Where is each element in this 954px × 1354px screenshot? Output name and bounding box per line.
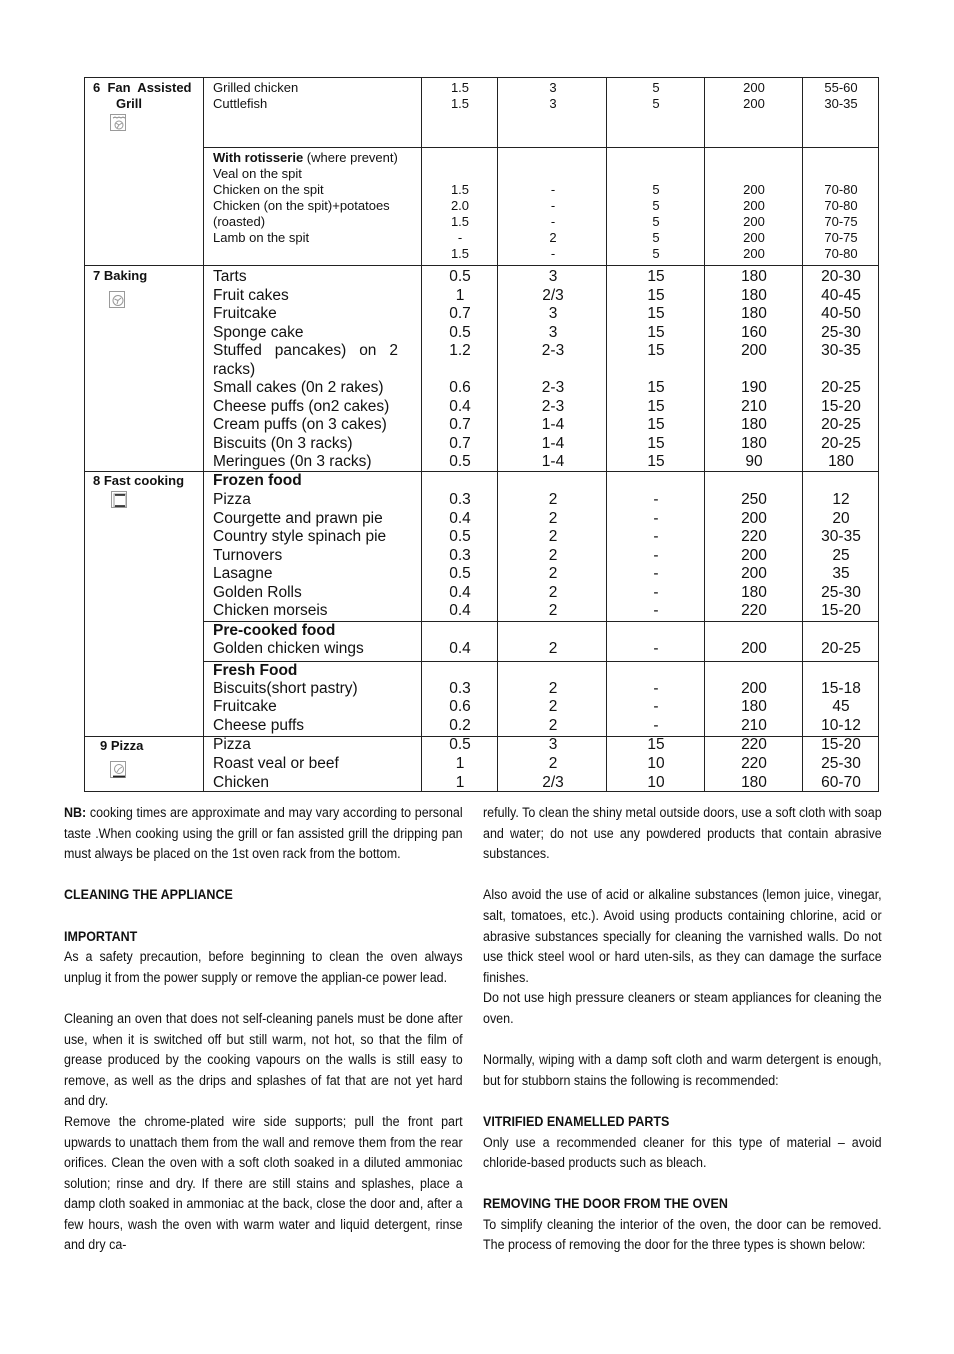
table-section-divider bbox=[85, 265, 878, 266]
cell-temperature: 200 bbox=[743, 182, 765, 197]
cell-temperature: 200 bbox=[741, 640, 767, 657]
cell-minutes: 15-20 bbox=[821, 602, 861, 619]
cell-weight: 0.5 bbox=[449, 736, 471, 753]
fast-cooking-icon bbox=[111, 491, 127, 508]
cell-weight: 1 bbox=[455, 774, 465, 791]
cell-preheat: 5 bbox=[652, 80, 660, 95]
important-body: As a safety precaution, before beginning to clean the oven always unplug it from the power supply or remove the applian-ce power lead. bbox=[64, 949, 463, 986]
cell-temperature: 200 bbox=[741, 565, 767, 582]
cell-minutes: 55-60 bbox=[824, 80, 858, 95]
cell-rack: 2 bbox=[548, 584, 558, 601]
cell-minutes: 180 bbox=[828, 453, 854, 470]
vitrified-body: Only use a recommended cleaner for this type of material – avoid chloride-based products such as bleach. bbox=[483, 1134, 882, 1172]
nb-paragraph bbox=[64, 803, 463, 865]
cell-preheat: 5 bbox=[652, 182, 660, 197]
cell-weight: 0.5 bbox=[449, 528, 471, 545]
cell-temperature: 180 bbox=[741, 434, 767, 452]
food-name: Cheese puffs (on2 cakes) bbox=[213, 397, 390, 415]
cell-minutes: 30-35 bbox=[821, 342, 861, 359]
right-paragraph-1: refully. To clean the shiny metal outside doors, use a soft cloth with soap and water; do not use any powdered products that contain abrasive substances. bbox=[483, 805, 882, 863]
cell-preheat: 15 bbox=[647, 286, 665, 304]
table-section-divider bbox=[85, 471, 878, 472]
food-name: Golden Rolls bbox=[213, 584, 302, 601]
cell-weight: 0.5 bbox=[449, 453, 471, 470]
cell-rack: 2 bbox=[548, 547, 558, 564]
cell-rack: 3 bbox=[549, 96, 557, 111]
cell-minutes: 70-75 bbox=[824, 230, 858, 245]
cell-minutes: 10-12 bbox=[821, 717, 861, 734]
cell-temperature: 90 bbox=[745, 453, 763, 470]
cell-weight: 1.5 bbox=[450, 96, 470, 111]
cell-minutes: 15-18 bbox=[821, 680, 861, 697]
cell-weight: 1.5 bbox=[450, 80, 470, 95]
cell-rack: 2 bbox=[548, 602, 558, 619]
group-heading-label: Frozen food bbox=[213, 472, 302, 489]
cell-minutes: 25-30 bbox=[821, 323, 861, 341]
cell-weight: 0.4 bbox=[449, 510, 471, 527]
food-name: (roasted) bbox=[213, 214, 266, 229]
group-heading bbox=[213, 622, 335, 641]
cell-weight: 1.2 bbox=[449, 342, 471, 359]
cell-temperature: 180 bbox=[741, 416, 767, 433]
cooking-table bbox=[84, 77, 879, 792]
group-heading-label: Pre-cooked food bbox=[213, 622, 336, 639]
cell-rack: 3 bbox=[548, 268, 558, 285]
cell-weight: 0.5 bbox=[449, 565, 471, 582]
food-name: Biscuits(short pastry) bbox=[213, 680, 358, 697]
cell-minutes: 35 bbox=[832, 565, 850, 582]
food-name: Sponge cake bbox=[213, 323, 304, 341]
mode-name: 8 Fast cooking bbox=[93, 473, 185, 488]
cell-rack: 2-3 bbox=[541, 342, 565, 359]
important-heading: IMPORTANT bbox=[64, 928, 138, 945]
cleaning-paragraph-1: Cleaning an oven that does not self-cleaning panels must be done after use, when it is switched off but still warm, not hot, so that the film of grease produced by the cooking vapours on the walls is still easy to remove, as well as the drips and splashes of fat that are not yet hard and dry. bbox=[64, 1010, 463, 1110]
food-name: Biscuits (0n 3 racks) bbox=[213, 434, 353, 452]
cell-temperature: 210 bbox=[741, 717, 767, 734]
cell-weight: 0.7 bbox=[449, 416, 471, 433]
mode-name-line: 6 Fan Assisted bbox=[93, 80, 192, 95]
cell-rack: - bbox=[550, 214, 556, 229]
cell-weight: - bbox=[457, 230, 463, 245]
food-name: Pizza bbox=[213, 736, 251, 753]
cell-weight: 1 bbox=[455, 286, 465, 304]
cell-minutes: 70-80 bbox=[824, 246, 858, 261]
cell-minutes: 15-20 bbox=[821, 736, 861, 753]
cell-minutes: 20-25 bbox=[821, 416, 861, 433]
right-paragraph-3: Do not use high pressure cleaners or steam appliances for cleaning the oven. bbox=[483, 990, 882, 1027]
cell-preheat: - bbox=[653, 602, 659, 619]
group-heading bbox=[213, 472, 302, 491]
cell-minutes: 40-45 bbox=[821, 286, 861, 304]
cell-rack: 2 bbox=[548, 717, 558, 734]
cell-weight: 1 bbox=[455, 755, 465, 772]
cell-rack: 1-4 bbox=[541, 453, 565, 470]
cell-rack: 2 bbox=[548, 640, 558, 657]
cell-rack: 2 bbox=[548, 698, 558, 715]
cell-minutes: 25 bbox=[832, 547, 850, 564]
cell-minutes: 15-20 bbox=[821, 397, 861, 415]
food-name: Pizza bbox=[213, 491, 251, 508]
food-name: Tarts bbox=[213, 268, 247, 285]
cell-temperature: 220 bbox=[741, 602, 767, 619]
cell-temperature: 220 bbox=[741, 755, 767, 772]
cell-preheat: 10 bbox=[647, 755, 665, 772]
food-name: Turnovers bbox=[213, 547, 283, 564]
cell-minutes: 25-30 bbox=[821, 584, 861, 601]
cell-rack: 2 bbox=[548, 565, 558, 582]
cell-rack: 2 bbox=[548, 755, 558, 772]
cell-weight: 0.3 bbox=[449, 680, 471, 697]
cell-preheat: - bbox=[653, 510, 659, 527]
cell-temperature: 200 bbox=[743, 80, 765, 95]
door-body: To simplify cleaning the interior of the oven, the door can be removed. The process of removing the door for the three types is shown below: bbox=[483, 1216, 882, 1254]
cell-preheat: 5 bbox=[652, 96, 660, 111]
cell-preheat: 15 bbox=[647, 453, 665, 470]
cell-weight: 0.4 bbox=[449, 397, 471, 415]
cell-weight: 1.5 bbox=[450, 214, 470, 229]
group-heading-label: Fresh Food bbox=[213, 662, 298, 679]
cell-temperature: 200 bbox=[743, 230, 765, 245]
cell-weight: 0.5 bbox=[449, 323, 471, 341]
food-name: Golden chicken wings bbox=[213, 640, 364, 657]
cell-preheat: 5 bbox=[652, 214, 660, 229]
food-name: Fruit cakes bbox=[213, 286, 289, 304]
fan-grill-icon bbox=[110, 114, 126, 131]
food-name: racks) bbox=[213, 360, 256, 378]
cell-temperature: 200 bbox=[741, 547, 767, 564]
cell-preheat: - bbox=[653, 680, 659, 697]
cell-preheat: 10 bbox=[647, 774, 665, 791]
cell-minutes: 20-25 bbox=[821, 379, 861, 396]
cell-temperature: 180 bbox=[741, 774, 767, 791]
table-column-divider bbox=[606, 78, 607, 791]
cell-minutes: 20-30 bbox=[821, 268, 861, 285]
left-text-column bbox=[64, 803, 463, 1256]
cell-preheat: 15 bbox=[647, 434, 665, 452]
cell-temperature: 200 bbox=[743, 198, 765, 213]
cell-minutes: 40-50 bbox=[821, 305, 861, 322]
food-name: Courgette and prawn pie bbox=[213, 510, 383, 527]
food-name: Chicken on the spit bbox=[213, 182, 324, 197]
cell-minutes: 70-80 bbox=[824, 198, 858, 213]
cell-weight: 0.7 bbox=[449, 305, 471, 322]
cleaning-heading: CLEANING THE APPLIANCE bbox=[64, 887, 233, 904]
cell-weight: 0.3 bbox=[449, 491, 471, 508]
cell-minutes: 70-75 bbox=[824, 214, 858, 229]
mode-name-line: Grill bbox=[116, 96, 143, 111]
cell-preheat: - bbox=[653, 547, 659, 564]
cell-temperature: 200 bbox=[743, 246, 765, 261]
cell-rack: 2 bbox=[548, 528, 558, 545]
cell-weight: 0.2 bbox=[449, 717, 471, 734]
cell-preheat: - bbox=[653, 491, 659, 508]
food-name: Chicken bbox=[213, 774, 269, 791]
cell-weight: 0.4 bbox=[449, 584, 471, 601]
door-heading: REMOVING THE DOOR FROM THE OVEN bbox=[483, 1196, 728, 1213]
cell-preheat: 15 bbox=[647, 342, 665, 359]
cell-preheat: 15 bbox=[647, 397, 665, 415]
cell-rack: - bbox=[550, 198, 556, 213]
food-name: Chicken (on the spit)+potatoes bbox=[213, 198, 390, 213]
cell-rack: 2-3 bbox=[541, 379, 565, 396]
cell-preheat: - bbox=[653, 565, 659, 582]
food-name: Fruitcake bbox=[213, 698, 277, 715]
cell-temperature: 220 bbox=[741, 736, 767, 753]
cell-weight: 0.5 bbox=[449, 268, 471, 285]
cell-rack: 3 bbox=[548, 305, 558, 322]
right-paragraph-2: Also avoid the use of acid or alkaline substances (lemon juice, vinegar, salt, tomatoes, etc.). Avoid using products containing chlorine, acid or abrasive substances specially for cleaning the varnished walls. Do not use thick steel wool or hard uten-sils, as they can damage the surface finishes. bbox=[483, 887, 882, 986]
group-heading-note: (where prevent) bbox=[303, 150, 398, 165]
table-group-divider bbox=[203, 147, 878, 148]
pizza-mode-icon bbox=[110, 761, 126, 778]
cell-rack: 2-3 bbox=[541, 397, 565, 415]
mode-name: 9 Pizza bbox=[100, 738, 144, 753]
cell-rack: 2 bbox=[548, 510, 558, 527]
cell-preheat: - bbox=[653, 717, 659, 734]
cell-minutes: 30-35 bbox=[821, 528, 861, 545]
food-name: Fruitcake bbox=[213, 305, 277, 322]
mode-name: 7 Baking bbox=[93, 268, 148, 283]
cell-weight: 0.7 bbox=[449, 434, 471, 452]
food-name: Cheese puffs bbox=[213, 717, 305, 734]
cell-preheat: 15 bbox=[647, 268, 665, 285]
cell-preheat: 15 bbox=[647, 416, 665, 433]
cell-temperature: 200 bbox=[741, 342, 767, 359]
cell-preheat: - bbox=[653, 698, 659, 715]
right-paragraph-4: Normally, wiping with a damp soft cloth and warm detergent is enough, but for stubborn stains the following is recommended: bbox=[483, 1052, 882, 1089]
cell-minutes: 20 bbox=[832, 510, 850, 527]
cell-rack: - bbox=[550, 246, 556, 261]
table-group-divider bbox=[203, 661, 878, 662]
food-name: Grilled chicken bbox=[213, 80, 299, 95]
food-name: Meringues (0n 3 racks) bbox=[213, 453, 372, 470]
food-name: Lasagne bbox=[213, 565, 273, 582]
cell-rack: 2 bbox=[548, 680, 558, 697]
food-name: Small cakes (0n 2 rakes) bbox=[213, 379, 384, 396]
cell-rack: 3 bbox=[549, 80, 557, 95]
cell-minutes: 60-70 bbox=[821, 774, 861, 791]
cell-temperature: 200 bbox=[743, 214, 765, 229]
cell-temperature: 220 bbox=[741, 528, 767, 545]
cell-weight: 0.6 bbox=[449, 379, 471, 396]
fan-baking-icon bbox=[109, 291, 125, 308]
nb-body: cooking times are approximate and may vary according to personal taste .When cooking using the grill or fan assisted grill the dripping pan must always be placed on the 1st oven rack from the bottom. bbox=[64, 805, 463, 863]
food-name: Cuttlefish bbox=[213, 96, 268, 111]
cell-temperature: 160 bbox=[741, 323, 767, 341]
cell-rack: 2/3 bbox=[542, 774, 564, 791]
nb-label: NB: bbox=[64, 805, 87, 821]
group-heading bbox=[213, 662, 297, 681]
group-heading-label: With rotisserie bbox=[213, 150, 304, 165]
food-name: Roast veal or beef bbox=[213, 755, 339, 772]
cell-temperature: 200 bbox=[743, 96, 765, 111]
cell-rack: 1-4 bbox=[541, 416, 565, 433]
food-name: Cream puffs (on 3 cakes) bbox=[213, 416, 387, 433]
food-name: Lamb on the spit bbox=[213, 230, 310, 245]
cell-temperature: 180 bbox=[741, 286, 767, 304]
cell-preheat: 15 bbox=[647, 736, 665, 753]
cell-temperature: 180 bbox=[741, 698, 767, 715]
food-name: Chicken morseis bbox=[213, 602, 328, 619]
cell-temperature: 200 bbox=[741, 510, 767, 527]
cell-temperature: 180 bbox=[741, 305, 767, 322]
food-name: Veal on the spit bbox=[213, 166, 302, 181]
food-name: Country style spinach pie bbox=[213, 528, 387, 545]
cell-minutes: 20-25 bbox=[821, 640, 861, 657]
cell-rack: - bbox=[550, 182, 556, 197]
cell-minutes: 20-25 bbox=[821, 434, 861, 452]
cell-weight: 2.0 bbox=[450, 198, 470, 213]
cell-weight: 0.4 bbox=[449, 640, 471, 657]
cleaning-paragraph-2: Remove the chrome-plated wire side supports; pull the front part upwards to unattach them from the wall and remove them from the rear orifices. Clean the oven with a soft cloth soaked in a diluted ammoniac solution; rinse and dry. If there are still stains and splashes, place a damp cloth soaked in ammoniac at the back, close the door and, after a few hours, wash the oven with warm water and liquid detergent, rinse and dry ca- bbox=[64, 1113, 463, 1254]
cell-temperature: 210 bbox=[741, 397, 767, 415]
cell-temperature: 250 bbox=[741, 491, 767, 508]
table-column-divider bbox=[203, 78, 204, 791]
cell-temperature: 200 bbox=[741, 680, 767, 697]
table-column-divider bbox=[704, 78, 705, 791]
cell-rack: 1-4 bbox=[541, 434, 565, 452]
cell-preheat: 15 bbox=[647, 379, 665, 396]
cell-rack: 2 bbox=[548, 491, 558, 508]
cell-preheat: 5 bbox=[652, 246, 660, 261]
cell-minutes: 30-35 bbox=[824, 96, 858, 111]
cell-rack: 2 bbox=[549, 230, 557, 245]
vitrified-heading: VITRIFIED ENAMELLED PARTS bbox=[483, 1113, 670, 1130]
cell-weight: 1.5 bbox=[450, 246, 470, 261]
mode-name bbox=[93, 80, 199, 112]
cell-temperature: 180 bbox=[741, 268, 767, 285]
cell-weight: 1.5 bbox=[450, 182, 470, 197]
cell-minutes: 45 bbox=[832, 698, 850, 715]
cell-minutes: 25-30 bbox=[821, 755, 861, 772]
cell-preheat: 5 bbox=[652, 230, 660, 245]
cell-preheat: - bbox=[653, 584, 659, 601]
cell-minutes: 70-80 bbox=[824, 182, 858, 197]
cell-preheat: 15 bbox=[647, 323, 665, 341]
cell-preheat: 15 bbox=[647, 305, 665, 322]
group-heading bbox=[213, 150, 398, 166]
cell-preheat: 5 bbox=[652, 198, 660, 213]
cell-temperature: 180 bbox=[741, 584, 767, 601]
cell-preheat: - bbox=[653, 528, 659, 545]
right-text-column bbox=[483, 803, 882, 1256]
cell-weight: 0.3 bbox=[449, 547, 471, 564]
cell-temperature: 190 bbox=[741, 379, 767, 396]
food-name: Stuffed pancakes) on 2 bbox=[213, 342, 398, 359]
cell-rack: 3 bbox=[548, 323, 558, 341]
cell-minutes: 12 bbox=[832, 491, 850, 508]
cell-weight: 0.6 bbox=[449, 698, 471, 715]
cell-rack: 3 bbox=[548, 736, 558, 753]
cell-rack: 2/3 bbox=[542, 286, 564, 304]
cell-weight: 0.4 bbox=[449, 602, 471, 619]
cell-preheat: - bbox=[653, 640, 659, 657]
